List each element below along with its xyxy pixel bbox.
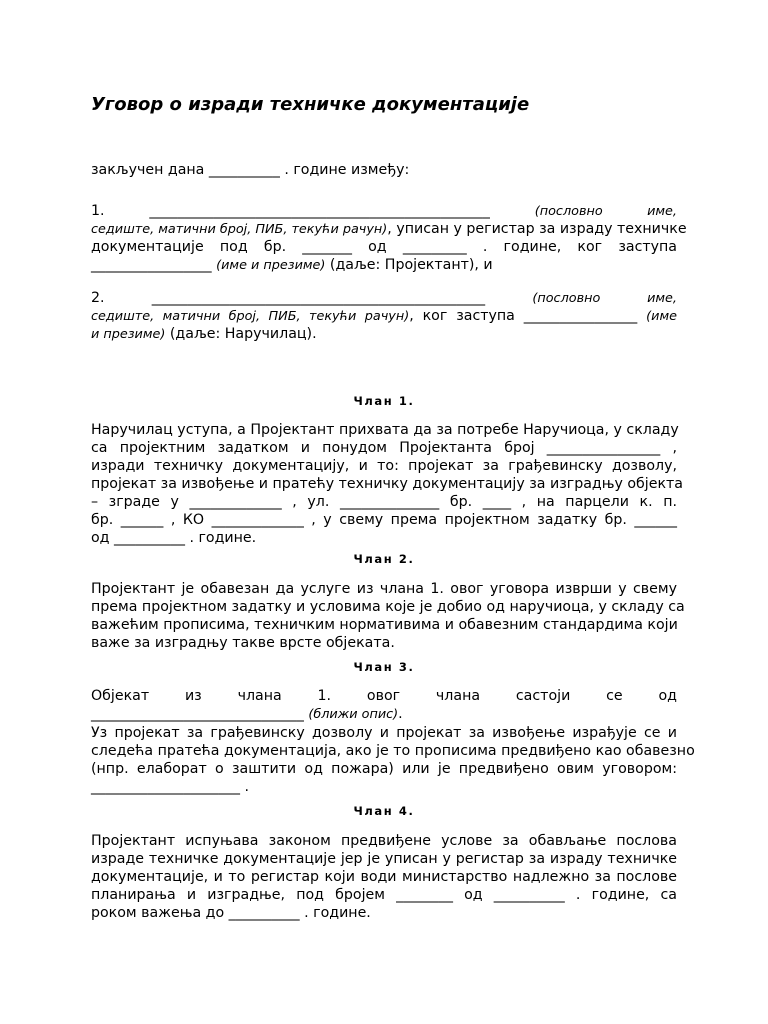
article-1-paragraph: [91, 421, 684, 547]
party-2-representative-text: , ког заступа ________________: [409, 308, 647, 324]
party-2-hint-business-name: (пословно име,: [532, 291, 678, 306]
document-title: Уговор о изради техничке документације: [91, 94, 530, 115]
party-1-line-4: [91, 256, 677, 274]
article-1-line: изради техничку документацију, и то: пројекат за грађевинску дозволу,: [91, 458, 677, 474]
article-1-line: пројекат за извођење и пратећу техничку документацију за изградњу објекта: [91, 476, 684, 492]
article-2-line: важећим прописима, техничким нормативима и обавезним стандардима који: [91, 617, 678, 633]
article-1-line: – зграде у _____________ , ул. ______________ бр. ____ , на парцели к. п.: [91, 494, 677, 510]
article-4-heading: Члан 4.: [353, 804, 415, 818]
article-3-paragraph-1: [91, 687, 677, 723]
party-1-number-blank: 1. ________________________________________________: [91, 203, 535, 219]
article-1-line: бр. ______ , КО _____________ , у свему према пројектном задатку бр. ______: [91, 512, 677, 528]
party-1-line-3: документације под бр. _______ од _________ . године, ког заступа: [91, 239, 677, 255]
article-3-line: Уз пројекат за грађевинску дозволу и пројекат за извођење израђује се и: [91, 725, 677, 741]
article-1-heading: Члан 1.: [353, 394, 415, 408]
party-1-register-text: , уписан у регистар за израду техничке: [387, 221, 687, 237]
article-3-object-line: Објекат из члана 1. овог члана састоји се од: [91, 688, 677, 704]
party-2-line-2: [91, 307, 677, 325]
party-1-representative-blank: _________________: [91, 257, 217, 273]
article-3-heading: Члан 3.: [353, 660, 415, 674]
article-2-line: Пројектант је обавезан да услуге из члана 1. овог уговора изврши у свему: [91, 581, 677, 597]
party-2-paragraph: [91, 289, 677, 343]
article-3-line: следећа пратећа документација, ако је то прописима предвиђено као обавезно: [91, 743, 695, 759]
party-1-hint-business-name: (пословно име,: [534, 204, 677, 219]
article-1-line: са пројектним задатком и понудом Пројектанта број ________________ ,: [91, 440, 677, 456]
intro-text: закључен дана __________ . године између:: [91, 162, 410, 178]
article-4-line: израде техничке документације јер је уписан у регистар за израду техничке: [91, 851, 677, 867]
party-2-hint-name-end: и презиме): [91, 327, 166, 342]
party-1-hint-details: седиште, матични број, ПИБ, текући рачун): [91, 222, 388, 237]
party-2-hint-name-start: (име: [646, 309, 677, 324]
party-1-line-2: [91, 220, 687, 238]
article-4-line: роком важења до __________ . године.: [91, 905, 371, 921]
article-1-line: од __________ . године.: [91, 530, 257, 546]
party-2-line-1: [91, 289, 677, 307]
article-3-object-description-line: [91, 705, 677, 723]
party-2-number-blank: 2. _______________________________________________: [91, 290, 533, 306]
party-1-hint-name: (име и презиме): [216, 258, 326, 273]
party-1-paragraph: [91, 202, 687, 274]
party-2-line-3: [91, 325, 677, 343]
party-2-hint-details: седиште, матични број, ПИБ, текући рачун): [91, 309, 410, 324]
party-2-role: (даље: Наручилац).: [165, 326, 317, 342]
article-2-line: према пројектном задатку и условима које је добио од наручиоца, у складу са: [91, 599, 685, 615]
article-2-heading: Члан 2.: [353, 552, 415, 566]
party-1-role: (даље: Пројектант), и: [325, 257, 493, 273]
article-4-line: документације, и то регистар који води министарство надлежно за послове: [91, 869, 677, 885]
article-4-line: планирања и изградње, под бројем ________ од __________ . године, са: [91, 887, 677, 903]
article-3-line: _____________________ .: [91, 779, 249, 795]
article-4-line: Пројектант испуњава законом предвиђене услове за обављање послова: [91, 833, 677, 849]
intro-line: [91, 161, 677, 179]
article-3-hint-description: (ближи опис): [308, 707, 399, 722]
article-2-paragraph: [91, 580, 685, 652]
article-1-line: Наручилац уступа, а Пројектант прихвата да за потребе Наручиоца, у складу: [91, 422, 679, 438]
article-3-paragraph-2: [91, 724, 695, 796]
article-3-description-blank: ______________________________: [91, 706, 309, 722]
article-4-paragraph: [91, 832, 677, 922]
article-3-period: .: [398, 706, 403, 722]
party-1-line-1: [91, 202, 677, 220]
article-3-line: (нпр. елаборат о заштити од пожара) или је предвиђено овим уговором:: [91, 761, 677, 777]
article-2-line: важе за изградњу такве врсте објеката.: [91, 635, 395, 651]
